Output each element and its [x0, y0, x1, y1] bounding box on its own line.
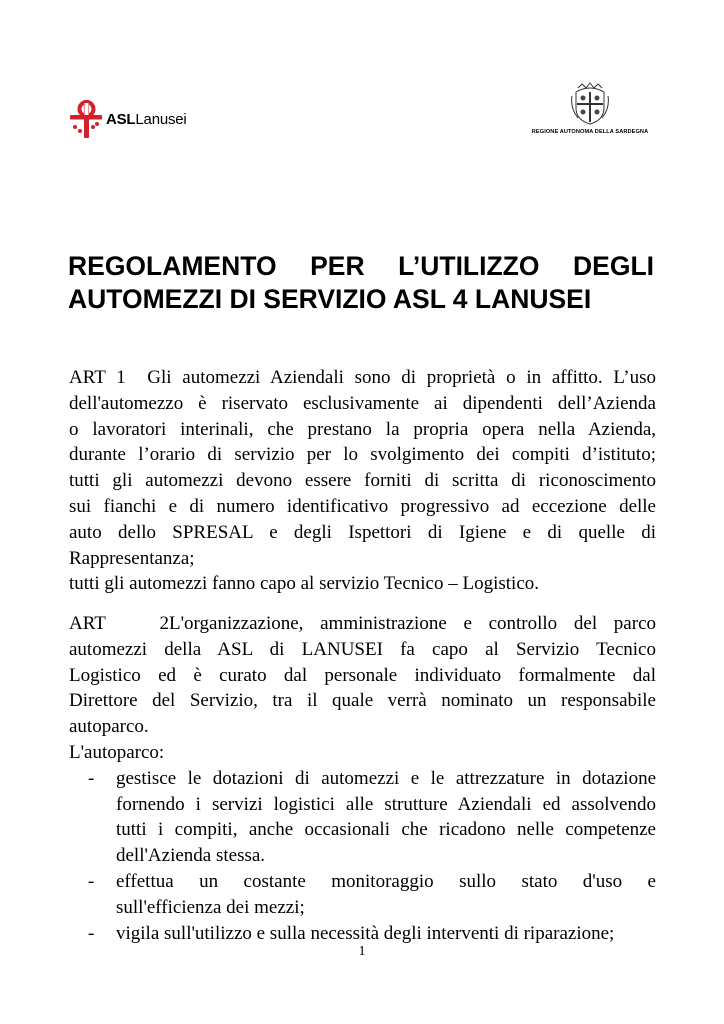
paragraph-line: sui fianchi e di numero identificativo progressivo ad eccezione delle	[69, 495, 656, 517]
dash-bullet: -	[88, 870, 95, 892]
dash-bullet: -	[88, 767, 95, 789]
paragraph-line: autoparco.	[69, 716, 149, 738]
paragraph-line: ART 1 Gli automezzi Aziendali sono di proprietà o in affitto. L’uso	[69, 367, 657, 388]
document-title	[68, 250, 654, 316]
paragraph-line: tutti gli automezzi fanno capo al servizio Tecnico – Logistico.	[69, 573, 540, 595]
autoparco-duties-list	[69, 766, 656, 947]
paragraph-line: auto dello SPRESAL e degli Ispettori di Igiene e di quelle di	[69, 521, 656, 543]
list-item-line: sull'efficienza dei mezzi;	[116, 896, 305, 918]
asl-cross-icon	[70, 100, 102, 138]
paragraph-line: L'autoparco:	[69, 741, 165, 763]
list-item-line: gestisce le dotazioni di automezzi e le attrezzature in dotazione	[116, 767, 656, 789]
paragraph-line: Direttore del Servizio, tra il quale verrà nominato un responsabile	[69, 690, 656, 712]
asl-lanusei-logo	[70, 100, 187, 138]
asl-logo-regular-text: Lanusei	[135, 110, 187, 128]
page-number: 1	[358, 944, 366, 959]
article-2	[69, 611, 656, 946]
article-label: ART 2	[69, 613, 169, 634]
paragraph-line: o lavoratori interinali, che prestano la propria opera nella Azienda,	[69, 418, 656, 440]
article-1	[69, 365, 656, 597]
title-line-1: REGOLAMENTO PER L’UTILIZZO DEGLI	[68, 251, 654, 281]
region-name: REGIONE AUTONOMA DELLA SARDEGNA	[531, 129, 649, 135]
paragraph-line: Rappresentanza;	[69, 547, 195, 569]
sardinia-coat-of-arms-icon	[570, 82, 610, 126]
title-line-2: AUTOMEZZI DI SERVIZIO ASL 4 LANUSEI	[68, 284, 592, 314]
paragraph-line: automezzi della ASL di LANUSEI fa capo al Servizio Tecnico	[69, 638, 656, 660]
paragraph-line: ART 2L'organizzazione, amministrazione e controllo del parco	[69, 611, 656, 637]
list-item-line: effettua un costante monitoraggio sullo stato d'uso e	[116, 870, 656, 892]
list-item-line: dell'Azienda stessa.	[116, 845, 266, 867]
asl-logo-bold-text: ASL	[106, 110, 136, 128]
list-item	[69, 921, 656, 947]
list-item	[69, 766, 656, 869]
paragraph-line: dell'automezzo è riservato esclusivamente ai dipendenti dell’Azienda	[69, 392, 656, 414]
paragraph-line: tutti gli automezzi devono essere forniti di scritta di riconoscimento	[69, 470, 656, 492]
list-item-line: fornendo i servizi logistici alle strutture Aziendali ed assolvendo	[116, 793, 656, 815]
paragraph-line: Logistico ed è curato dal personale individuato formalmente dal	[69, 664, 656, 686]
list-item	[69, 869, 656, 921]
dash-bullet: -	[88, 922, 95, 944]
regione-sardegna-logo	[520, 82, 660, 135]
article-label: ART 1	[69, 367, 126, 388]
list-item-line: vigila sull'utilizzo e sulla necessità degli interventi di riparazione;	[116, 922, 615, 944]
list-item-line: tutti i compiti, anche occasionali che ricadono nelle competenze	[116, 819, 656, 841]
paragraph-line: durante l’orario di servizio per lo svolgimento dei compiti d’istituto;	[69, 444, 656, 466]
